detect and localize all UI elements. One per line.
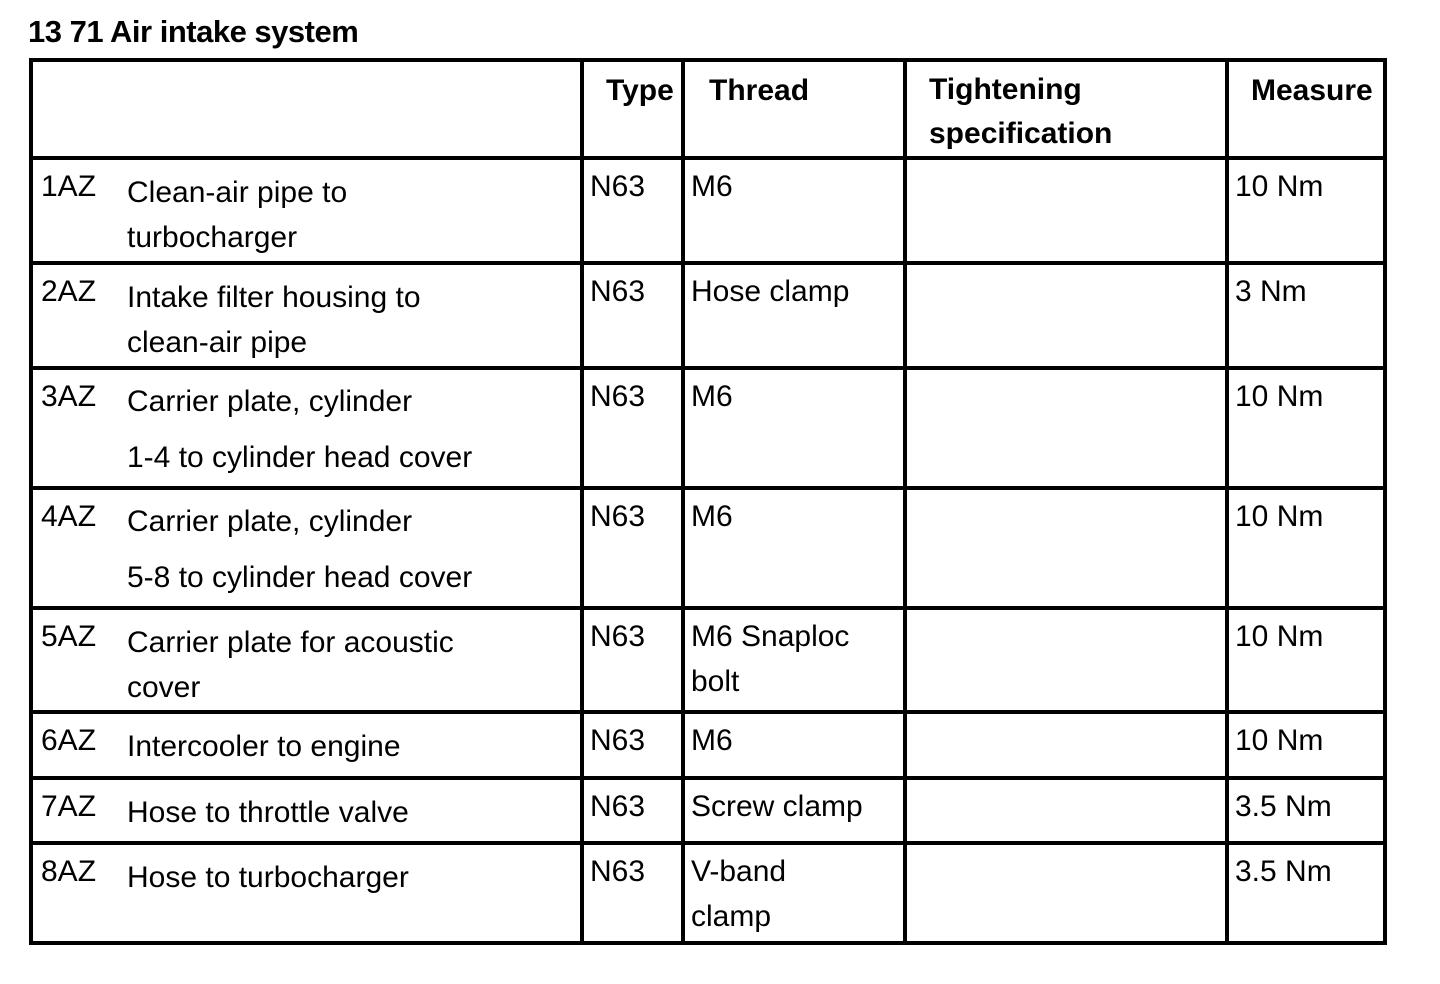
- row-description: 7AZ Hose to throttle valve: [31, 778, 582, 843]
- row-type: N63: [582, 263, 683, 368]
- row-type: N63: [582, 158, 683, 263]
- row-thread: V-band clamp: [683, 843, 905, 943]
- row-measure: 3.5 Nm: [1227, 843, 1385, 943]
- row-measure: 10 Nm: [1227, 488, 1385, 608]
- row-type: N63: [582, 712, 683, 778]
- row-thread: M6: [683, 712, 905, 778]
- row-description: 2AZ Intake filter housing to clean-air pipe: [31, 263, 582, 368]
- row-type: N63: [582, 778, 683, 843]
- row-tightening: [905, 263, 1227, 368]
- row-code: 5AZ: [41, 620, 97, 653]
- table-row: [31, 843, 1385, 943]
- row-tightening: [905, 158, 1227, 263]
- row-description: 5AZ Carrier plate for acoustic cover: [31, 608, 582, 712]
- row-description: 8AZ Hose to turbocharger: [31, 843, 582, 943]
- row-description: 4AZ Carrier plate, cylinder 5-8 to cylinder head cover: [31, 488, 582, 608]
- row-code: 1AZ: [41, 170, 97, 203]
- row-description: 1AZ Clean-air pipe to turbocharger: [31, 158, 582, 263]
- row-measure: 10 Nm: [1227, 608, 1385, 712]
- row-thread: M6 Snaploc bolt: [683, 608, 905, 712]
- table-row: [31, 608, 1385, 712]
- row-thread: M6: [683, 488, 905, 608]
- row-type: N63: [582, 488, 683, 608]
- row-code: 6AZ: [41, 724, 97, 757]
- row-type: N63: [582, 843, 683, 943]
- table-row: [31, 158, 1385, 263]
- header-thread: Thread: [683, 60, 905, 158]
- header-tightening: Tightening specification: [905, 60, 1227, 158]
- row-tightening: [905, 843, 1227, 943]
- header-type: Type: [582, 60, 683, 158]
- row-type: N63: [582, 608, 683, 712]
- row-type: N63: [582, 368, 683, 488]
- row-tightening: [905, 608, 1227, 712]
- row-thread: M6: [683, 158, 905, 263]
- row-tightening: [905, 488, 1227, 608]
- row-code: 7AZ: [41, 790, 97, 823]
- row-thread: Screw clamp: [683, 778, 905, 843]
- row-tightening: [905, 368, 1227, 488]
- table-row: [31, 488, 1385, 608]
- table-row: [31, 368, 1385, 488]
- table-row: [31, 263, 1385, 368]
- header-description: [31, 60, 582, 158]
- page-title: 13 71 Air intake system: [28, 14, 359, 49]
- row-tightening: [905, 712, 1227, 778]
- row-measure: 10 Nm: [1227, 712, 1385, 778]
- row-thread: Hose clamp: [683, 263, 905, 368]
- table-header-row: [31, 60, 1385, 158]
- row-code: 2AZ: [41, 275, 97, 308]
- row-measure: 10 Nm: [1227, 368, 1385, 488]
- row-thread: M6: [683, 368, 905, 488]
- header-measure: Measure: [1227, 60, 1385, 158]
- row-measure: 3 Nm: [1227, 263, 1385, 368]
- row-code: 4AZ: [41, 500, 97, 533]
- row-description: 6AZ Intercooler to engine: [31, 712, 582, 778]
- row-measure: 10 Nm: [1227, 158, 1385, 263]
- row-measure: 3.5 Nm: [1227, 778, 1385, 843]
- row-code: 3AZ: [41, 380, 97, 413]
- row-code: 8AZ: [41, 855, 97, 888]
- row-tightening: [905, 778, 1227, 843]
- tightening-spec-table: [29, 58, 1387, 945]
- row-description: 3AZ Carrier plate, cylinder 1-4 to cylinder head cover: [31, 368, 582, 488]
- table-row: [31, 712, 1385, 778]
- table-row: [31, 778, 1385, 843]
